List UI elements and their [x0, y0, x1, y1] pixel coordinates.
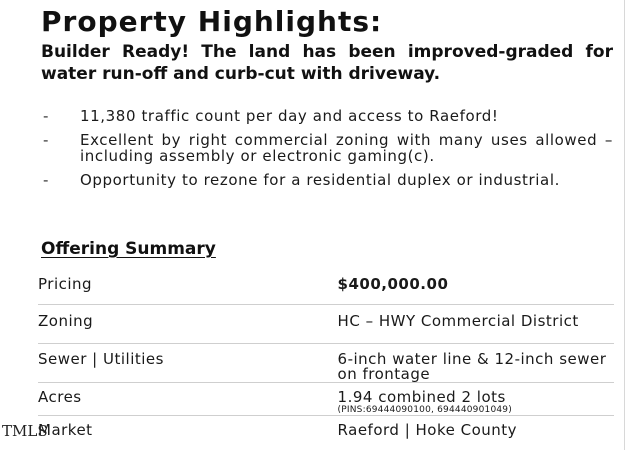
- list-item: [0, 108, 640, 124]
- footer-watermark-text: TMLS: [2, 422, 48, 440]
- row-label-sewer-utilities: Sewer | Utilities: [38, 350, 164, 368]
- row-label-zoning: Zoning: [38, 312, 94, 330]
- list-item: [0, 132, 640, 164]
- table-row: [38, 305, 614, 344]
- row-value-market: Raeford | Hoke County: [337, 421, 518, 439]
- table-row: [38, 344, 614, 383]
- row-value-acres-cell: [338, 383, 614, 416]
- table-row: [38, 416, 614, 444]
- highlight-text: Opportunity to rezone for a residential duplex or industrial.: [80, 171, 560, 189]
- row-note-pins: (PINS:69444090100, 694440901049): [337, 405, 512, 415]
- highlights-list: [0, 108, 640, 196]
- offering-summary-table: [38, 268, 614, 443]
- bullet-dash: -: [43, 171, 49, 189]
- bullet-dash: -: [43, 107, 49, 125]
- row-label-acres: Acres: [38, 388, 82, 406]
- list-item: [0, 172, 640, 188]
- row-label-pricing: Pricing: [38, 275, 93, 293]
- page-title: Property Highlights:: [41, 5, 383, 38]
- row-value-acres: 1.94 combined 2 lots: [337, 388, 506, 406]
- highlight-text: 11,380 traffic count per day and access to Raeford!: [80, 107, 499, 125]
- table-row: [38, 268, 614, 305]
- row-value-pricing: $400,000.00: [337, 275, 449, 293]
- page-edge-divider: [624, 0, 625, 450]
- table-row: [38, 383, 614, 416]
- highlight-text: Excellent by right commercial zoning with many uses allowed – including assembly or electronic gaming(c).: [80, 131, 613, 165]
- row-label-market: Market: [38, 421, 93, 439]
- page-subtitle: Builder Ready! The land has been improved-graded for water run-off and curb-cut with driveway.: [41, 42, 613, 84]
- row-value-sewer-utilities: 6-inch water line & 12-inch sewer on frontage: [337, 350, 607, 383]
- bullet-dash: -: [43, 131, 49, 149]
- offering-summary-heading: Offering Summary: [41, 239, 216, 259]
- row-value-zoning: HC – HWY Commercial District: [337, 312, 579, 330]
